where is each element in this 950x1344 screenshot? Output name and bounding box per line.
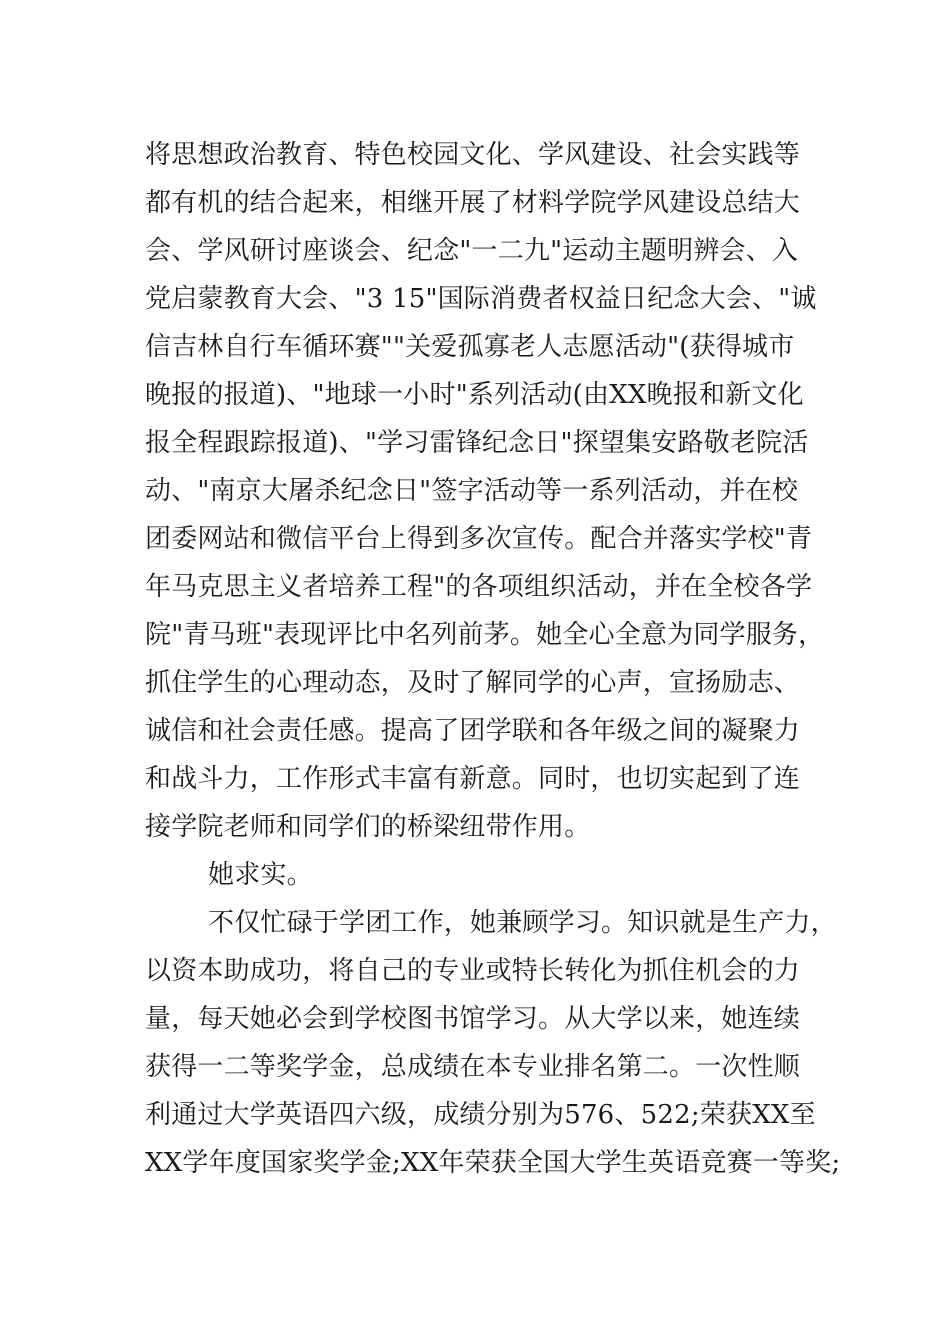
text-line-3: 会、学风研讨座谈会、纪念"一二九"运动主题明辨会、入 [145,236,799,266]
text-line-17: 不仅忙碌于学团工作，她兼顾学习。知识就是生产力， [208,908,837,938]
text-line-20: 获得一二等奖学金，总成绩在本专业排名第二。一次性顺 [145,1052,801,1082]
text-line-6: 晚报的报道)、"地球一小时"系列活动(由XX晚报和新文化 [145,380,804,410]
text-line-15: 接学院老师和同学们的桥梁纽带作用。 [145,812,591,842]
text-line-18: 以资本助成功，将自己的专业或特长转化为抓住机会的力 [145,956,801,986]
text-line-5: 信吉林自行车循环赛""关爱孤寡老人志愿活动"(获得城市 [145,332,795,362]
text-line-21: 利通过大学英语四六级，成绩分别为576、522;荣获XX至 [145,1100,816,1130]
paragraph-heading: 她求实。 [208,860,313,890]
text-line-9: 团委网站和微信平台上得到多次宣传。配合并落实学校"青 [145,524,813,554]
text-line-2: 都有机的结合起来，相继开展了材料学院学风建设总结大 [145,188,801,218]
text-line-4: 党启蒙教育大会、"3 15"国际消费者权益日纪念大会、"诚 [145,284,817,314]
text-line-11: 院"青马班"表现评比中名列前茅。她全心全意为同学服务， [145,620,825,650]
text-line-22: XX学年度国家奖学金;XX年荣获全国大学生英语竞赛一等奖; [145,1148,841,1178]
text-line-19: 量，每天她必会到学校图书馆学习。从大学以来，她连续 [145,1004,801,1034]
text-line-12: 抓住学生的心理动态，及时了解同学的心声，宣扬励志、 [145,668,801,698]
text-line-1: 将思想政治教育、特色校园文化、学风建设、社会实践等 [145,140,801,170]
text-line-10: 年马克思主义者培养工程"的各项组织活动，并在全校各学 [145,572,813,602]
text-line-7: 报全程跟踪报道)、"学习雷锋纪念日"探望集安路敬老院活 [145,428,809,458]
text-line-14: 和战斗力，工作形式丰富有新意。同时，也切实起到了连 [145,764,801,794]
text-line-13: 诚信和社会责任感。提高了团学联和各年级之间的凝聚力 [145,716,801,746]
text-line-8: 动、"南京大屠杀纪念日"签字活动等一系列活动，并在校 [145,476,799,506]
